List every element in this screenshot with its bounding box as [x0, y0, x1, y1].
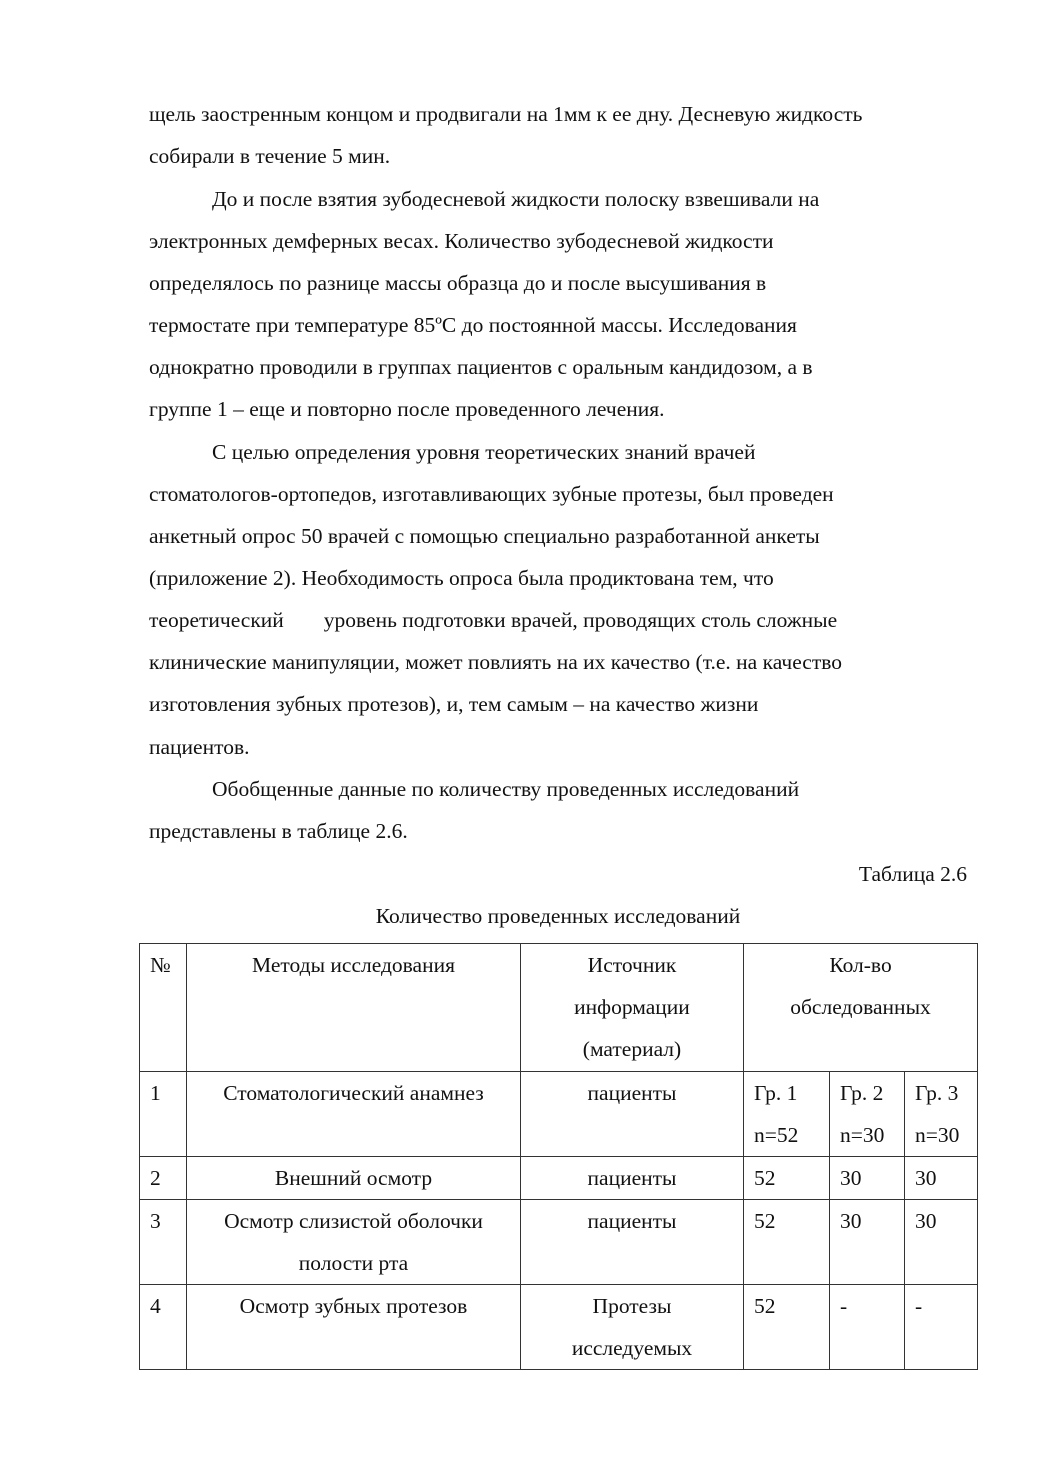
cell-group-2: 30	[830, 1157, 905, 1200]
cell-line: Гр. 1	[754, 1081, 798, 1105]
text-line: С целью определения уровня теоретических знаний врачей	[212, 440, 756, 464]
text-line: клинические манипуляции, может повлиять на их качество (т.е. на качество	[149, 650, 842, 674]
header-source	[521, 944, 744, 1072]
cell-group-3: -	[905, 1285, 978, 1370]
cell-line: Гр. 2	[840, 1081, 884, 1105]
cell-line: Гр. 3	[915, 1081, 959, 1105]
text-line: термостате при температуре 85ºС до постоянной массы. Исследования	[149, 313, 797, 337]
table-row	[140, 1200, 978, 1285]
text-fragment: уровень подготовки врачей, проводящих столь сложные	[323, 608, 838, 632]
header-method: Методы исследования	[187, 944, 521, 1072]
cell-line: n=52	[754, 1123, 799, 1147]
cell-group-1	[744, 1072, 830, 1157]
text-line: электронных демферных весах. Количество зубодесневой жидкости	[149, 229, 774, 253]
table-row	[140, 1285, 978, 1370]
cell-group-2: -	[830, 1285, 905, 1370]
cell-method-line: полости рта	[298, 1251, 409, 1275]
cell-group-2	[830, 1072, 905, 1157]
text-line: До и после взятия зубодесневой жидкости полоску взвешивали на	[212, 187, 820, 211]
cell-source-line: пациенты	[587, 1081, 677, 1105]
text-line: изготовления зубных протезов), и, тем самым – на качество жизни	[149, 692, 759, 716]
cell-group-3: 30	[905, 1157, 978, 1200]
cell-group-1: 52	[744, 1200, 830, 1285]
cell-num: 1	[140, 1072, 187, 1157]
cell-source	[521, 1072, 744, 1157]
text-line: стоматологов-ортопедов, изготавливающих зубные протезы, был проведен	[149, 482, 834, 506]
text-line	[149, 606, 837, 634]
cell-group-2: 30	[830, 1200, 905, 1285]
cell-source-line: Протезы	[592, 1294, 672, 1318]
cell-source-line: исследуемых	[571, 1336, 693, 1360]
table-row	[140, 1072, 978, 1157]
cell-source: пациенты	[521, 1157, 744, 1200]
text-line: щель заостренным концом и продвигали на 1мм к ее дну. Десневую жидкость	[149, 102, 863, 126]
text-line: пациентов.	[149, 735, 250, 759]
cell-group-1: 52	[744, 1285, 830, 1370]
cell-method	[187, 1200, 521, 1285]
cell-group-3	[905, 1072, 978, 1157]
table-label: Таблица 2.6	[858, 862, 967, 886]
cell-method-line: Осмотр слизистой оболочки	[224, 1209, 483, 1233]
cell-source	[521, 1285, 744, 1370]
cell-num: 2	[140, 1157, 187, 1200]
header-num: №	[140, 944, 187, 1072]
text-line: представлены в таблице 2.6.	[149, 819, 408, 843]
header-source-line: (материал)	[582, 1037, 682, 1061]
cell-method-line: Стоматологический анамнез	[223, 1081, 484, 1105]
cell-source: пациенты	[521, 1200, 744, 1285]
cell-method: Осмотр зубных протезов	[187, 1285, 521, 1370]
cell-num: 3	[140, 1200, 187, 1285]
cell-line: n=30	[840, 1123, 885, 1147]
studies-table	[139, 943, 978, 1370]
header-count	[744, 944, 978, 1072]
cell-num: 4	[140, 1285, 187, 1370]
header-source-line: Источник	[587, 953, 677, 977]
cell-group-1: 52	[744, 1157, 830, 1200]
header-count-line: обследованных	[790, 995, 931, 1019]
table-header-row	[140, 944, 978, 1072]
text-line: однократно проводили в группах пациентов с оральным кандидозом, а в	[149, 355, 813, 379]
header-count-line: Кол-во	[829, 953, 892, 977]
text-line: определялось по разнице массы образца до и после высушивания в	[149, 271, 767, 295]
text-line: Обобщенные данные по количеству проведенных исследований	[212, 777, 800, 801]
text-line: группе 1 – еще и повторно после проведенного лечения.	[149, 397, 665, 421]
table-row	[140, 1157, 978, 1200]
text-line: (приложение 2). Необходимость опроса была продиктована тем, что	[149, 566, 774, 590]
table-caption: Количество проведенных исследований	[375, 904, 741, 928]
cell-group-3: 30	[905, 1200, 978, 1285]
cell-method: Внешний осмотр	[187, 1157, 521, 1200]
cell-line: n=30	[915, 1123, 960, 1147]
text-line: собирали в течение 5 мин.	[149, 144, 391, 168]
text-line: анкетный опрос 50 врачей с помощью специально разработанной анкеты	[149, 524, 820, 548]
text-fragment: теоретический	[149, 608, 284, 632]
header-source-line: информации	[574, 995, 690, 1019]
cell-method	[187, 1072, 521, 1157]
